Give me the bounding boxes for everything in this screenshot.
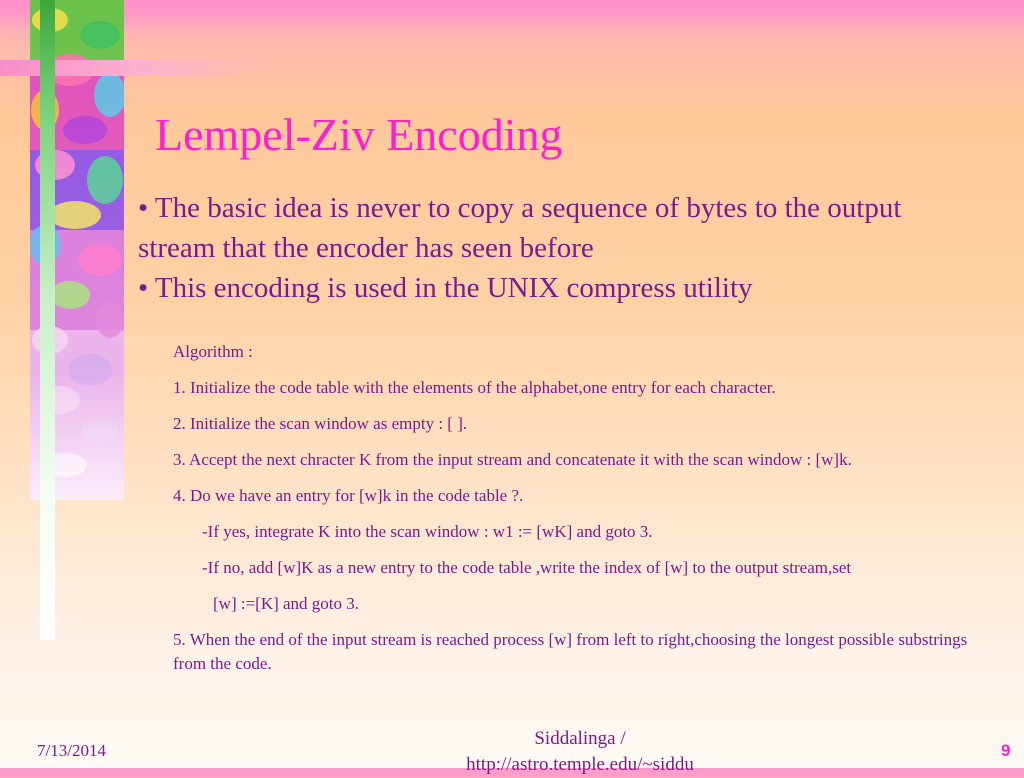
algorithm-step-4: 4. Do we have an entry for [w]k in the code table ?. xyxy=(173,486,524,505)
horizontal-accent-bar xyxy=(0,60,260,76)
algorithm-step-4-no: -If no, add [w]K as a new entry to the code table ,write the index of [w] to the output stream,set xyxy=(202,558,852,577)
top-pink-band xyxy=(0,0,1024,30)
algorithm-step-2: 2. Initialize the scan window as empty : [ ]. xyxy=(173,414,468,433)
page-number: 9 xyxy=(1001,741,1011,760)
footer-author-block xyxy=(430,726,730,778)
bullet-item: • The basic idea is never to copy a sequence of bytes to the output stream that the encoder has seen before xyxy=(138,192,902,264)
footer-date: 7/13/2014 xyxy=(37,741,106,760)
algorithm-block xyxy=(173,340,983,676)
bullet-item: • This encoding is used in the UNIX compress utility xyxy=(138,272,753,304)
algorithm-heading: Algorithm : xyxy=(173,342,253,361)
vertical-accent-bar xyxy=(40,0,55,640)
algorithm-step-4-no-continuation: [w] :=[K] and goto 3. xyxy=(213,594,360,613)
slide-title: Lempel-Ziv Encoding xyxy=(155,109,563,160)
footer-author: Siddalinga / xyxy=(534,728,626,749)
algorithm-step-3: 3. Accept the next chracter K from the input stream and concatenate it with the scan window : [w]k. xyxy=(173,450,852,469)
algorithm-step-4-yes: -If yes, integrate K into the scan window : w1 := [wK] and goto 3. xyxy=(202,522,653,541)
footer-url: http://astro.temple.edu/~siddu xyxy=(466,754,694,775)
algorithm-step-5: 5. When the end of the input stream is reached process [w] from left to right,choosing the longest possible substrings from the code. xyxy=(173,630,968,673)
algorithm-step-1: 1. Initialize the code table with the elements of the alphabet,one entry for each character. xyxy=(173,378,776,397)
bullet-list xyxy=(138,188,958,308)
